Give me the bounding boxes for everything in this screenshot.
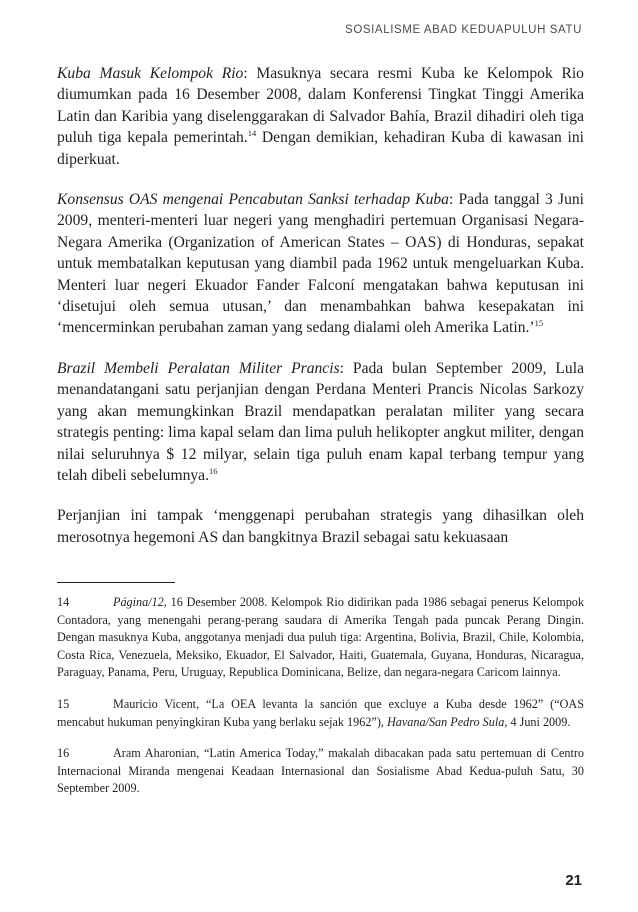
footnotes xyxy=(57,594,584,812)
footnote-number: 16 xyxy=(57,746,70,761)
page-number: 21 xyxy=(565,872,582,889)
footnote-text: Mauricio Vicent, “La OEA levanta la sanción que excluye a Kuba desde 1962” (“OAS mencabut hukuman penyingkiran Kuba yang berlaku sejak 1962”), xyxy=(57,696,584,729)
running-header: SOSIALISME ABAD KEDUAPULUH SATU xyxy=(345,24,582,36)
footnote-text: Aram Aharonian, “Latin America Today,” makalah dibacakan pada satu pertemuan di Centro Internacional Miranda mengenai Keadaan Internasional dan Sosialisme Abad Kedua-puluh Satu, 30 September 2009. xyxy=(57,746,584,796)
footnote-divider xyxy=(57,582,175,583)
footnote-tail: , 4 Juni 2009. xyxy=(504,714,571,729)
paragraph-text: : Pada bulan September 2009, Lula menandatangani satu perjanjian dengan Perdana Menteri Prancis Nicolas Sarkozy yang akan memungkinkan Brazil mendapatkan peralatan militer yang secara strategis penting: lima kapal selam dan lima puluh helikopter angkut militer, dengan nilai seluruhnya $ 12 milyar, selain tiga puluh enam kapal terbang tempur yang telah dibeli sebelumnya. xyxy=(57,359,584,484)
footnote-text: , 16 Desember 2008. Kelompok Rio didirikan pada 1986 sebagai penerus Kelompok Contadora, yang menengahi perang-perang saudara di Amerika Tengah pada puncak Perang Dingin. Dengan masuknya Kuba, anggotanya menjadi dua puluh tiga: Argentina, Bolivia, Brazil, Chile, Kolombia, Costa Rica, Venezuela, Meksiko, Ekuador, El Salvador, Haiti, Guatemala, Guyana, Honduras, Nicaragua, Paraguay, Panama, Peru, Uruguay, Republica Dominicana, Belize, dan negara-negara Caricom lainnya. xyxy=(57,595,584,680)
paragraph-tail: Dengan demikian, kehadiran Kuba di kawasan ini diperkuat. xyxy=(57,129,585,168)
footnote-ref[interactable]: 16 xyxy=(209,465,218,476)
footnote-14 xyxy=(57,594,584,682)
paragraph-cuba-rio-group xyxy=(57,63,584,170)
footnote-16 xyxy=(57,745,584,798)
footnote-number: 15 xyxy=(57,696,70,711)
footnote-15 xyxy=(57,696,584,731)
paragraph-text: : Pada tanggal 3 Juni 2009, menteri-menteri luar negeri yang menghadiri pertemuan Organisasi Negara-Negara Amerika (Organization of American States – OAS) di Honduras, sepakat untuk membatalkan keputusan yang diambil pada 1962 untuk mengeluarkan Kuba. Menteri luar negeri Ekuador Fander Falconí mengatakan bahwa keputusan ini ‘disetujui oleh semua utusan,’ dan menambahkan bahwa kesepakatan ini ‘mencerminkan perubahan zaman yang sedang dialami oleh Amerika Latin.’ xyxy=(57,191,584,337)
paragraph-brazil-military xyxy=(57,358,584,486)
paragraph-agreement xyxy=(57,505,584,548)
paragraph-oas-consensus xyxy=(57,189,584,339)
footnote-ref[interactable]: 15 xyxy=(534,318,544,329)
paragraph-text: Perjanjian ini tampak ‘menggenapi perubahan strategis yang dihasilkan oleh merosotnya hegemoni AS dan bangkitnya Brazil sebagai satu kekuasaan xyxy=(57,507,584,546)
paragraph-lead: Konsensus OAS mengenai Pencabutan Sanksi terhadap Kuba xyxy=(57,191,449,209)
paragraph-lead: Brazil Membeli Peralatan Militer Prancis xyxy=(57,359,340,377)
footnote-number: 14 xyxy=(57,595,70,609)
footnote-source-title: Página/12 xyxy=(113,595,164,609)
body-text xyxy=(57,63,584,548)
paragraph-lead: Kuba Masuk Kelompok Rio xyxy=(57,65,244,82)
paragraph-text: : Masuknya secara resmi Kuba ke Kelompok Rio diumumkan pada 16 Desember 2008, dalam Konferensi Tingkat Tinggi Amerika Latin dan Karibia yang diselenggarakan di Salvador Bahía, Brazil dihadiri oleh tiga puluh tiga kepala pemerintah. xyxy=(57,65,584,147)
footnote-source-title: Havana/San Pedro Sula xyxy=(386,714,505,729)
footnote-ref[interactable]: 14 xyxy=(247,128,257,139)
